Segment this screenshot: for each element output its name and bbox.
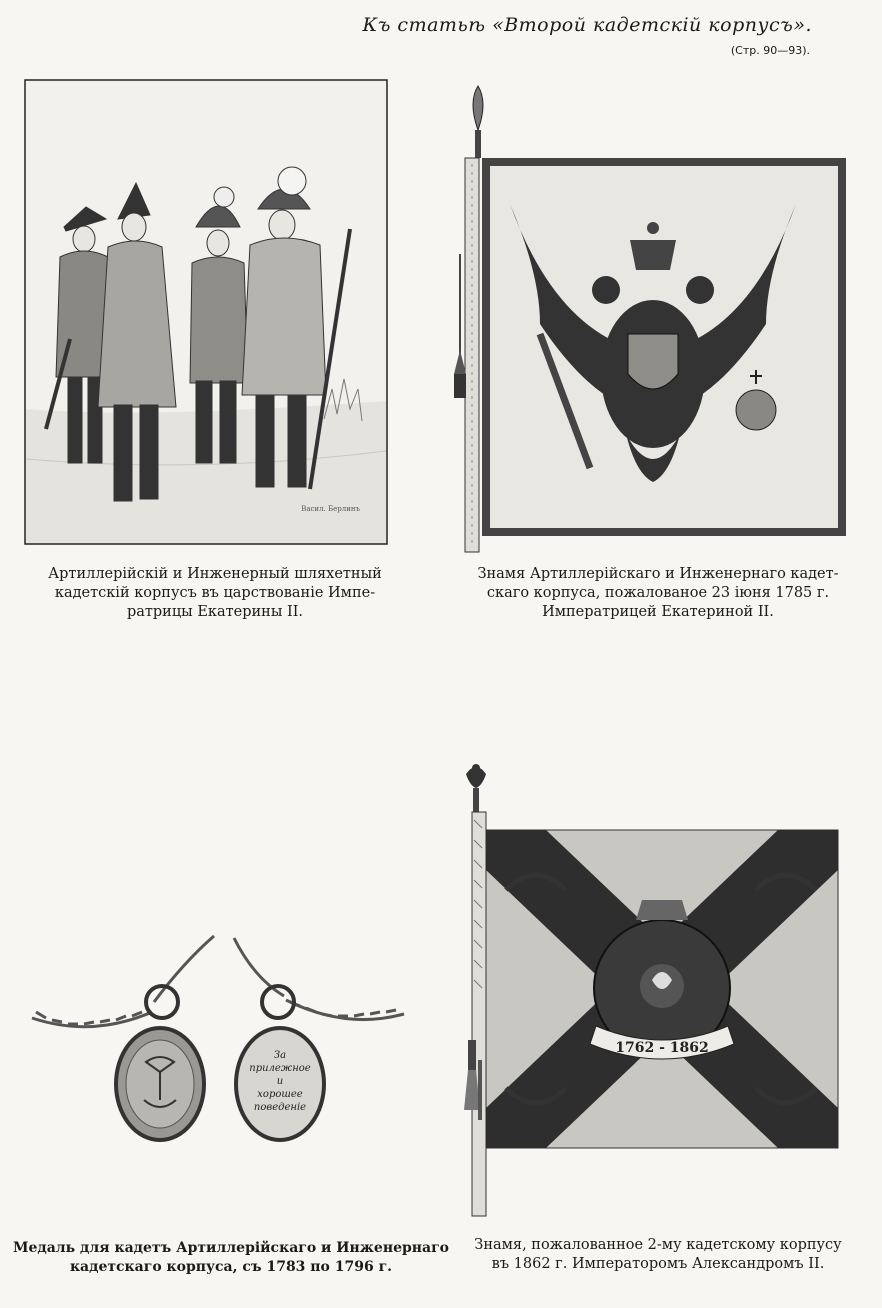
medal-inscription-line-5: поведеніе: [253, 1102, 307, 1113]
cadets-caption: Артиллерійскій и Инженерный шляхетный кадетскій корпусъ въ царствованіе Импе- ратрицы Екатерины II.: [48, 566, 382, 620]
banner-1785-illustration: [450, 84, 850, 554]
page-reference: (Стр. 90—93).: [730, 44, 810, 57]
banner-1862-caption: Знамя, пожалованное 2-му кадетскому корпусу въ 1862 г. Императоромъ Александромъ II.: [474, 1237, 842, 1272]
banner-ribbon-dates: 1762 - 1862: [615, 1040, 709, 1056]
medal-inscription-line-1: За: [273, 1050, 287, 1061]
medal-inscription-line-3: и: [276, 1076, 284, 1087]
medal-illustration: [28, 932, 408, 1152]
page-header-title: Къ статьѣ «Второй кадетскій корпусъ».: [362, 14, 812, 36]
banner-1785-caption: Знамя Артиллерійскаго и Инженернаго кадет- скаго корпуса, пожалованое 23 іюня 1785 г. Императрицей Екатериной II.: [477, 566, 839, 620]
artist-signature: Васил. Берлинъ: [301, 505, 360, 513]
banner-1862-illustration: [456, 760, 848, 1220]
medal-inscription-line-4: хорошее: [257, 1089, 303, 1100]
medal-inscription-line-2: прилежное: [249, 1063, 311, 1074]
medal-caption: Медаль для кадетъ Артиллерійскаго и Инженернаго кадетскаго корпуса, съ 1783 по 1796 г.: [12, 1240, 450, 1275]
cadets-illustration: [24, 79, 388, 545]
